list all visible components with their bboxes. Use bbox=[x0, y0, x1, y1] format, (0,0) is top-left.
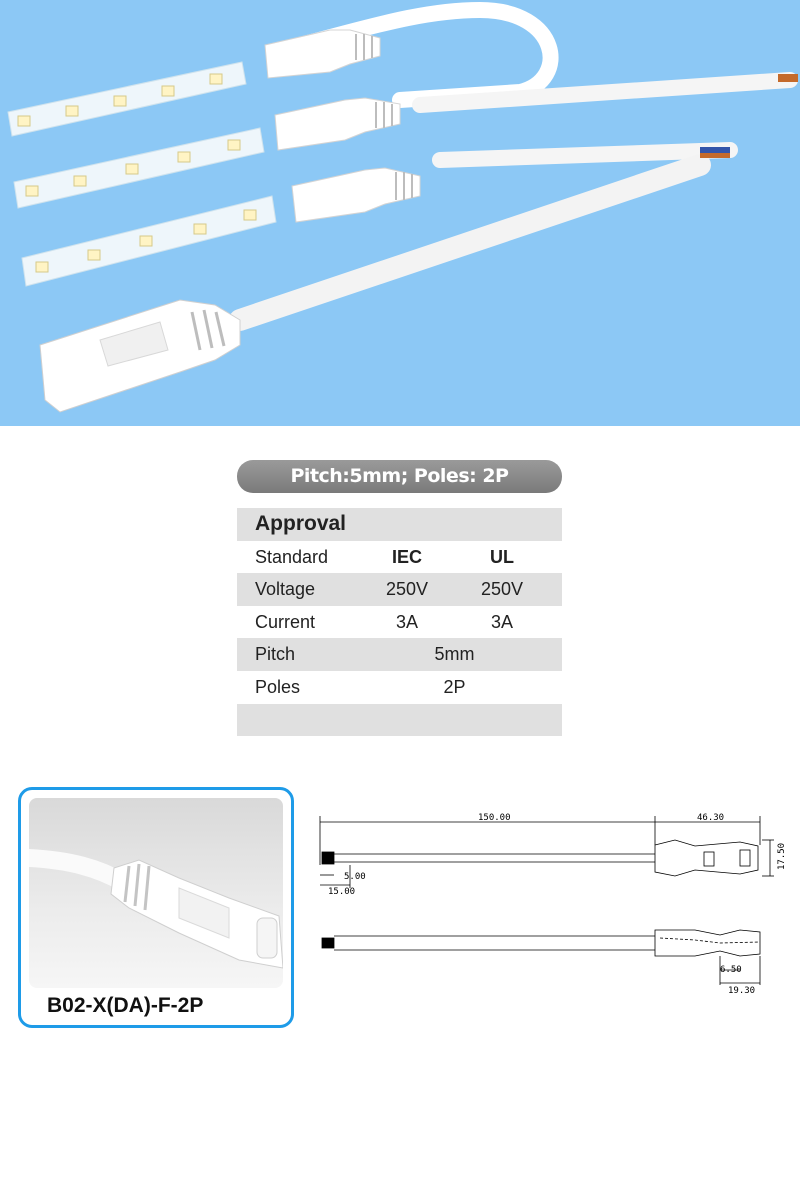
current-ul: 3A bbox=[490, 611, 514, 632]
spec-table bbox=[237, 508, 562, 736]
poles-label: Poles bbox=[255, 676, 301, 697]
dim-tip: 6.50 bbox=[720, 965, 742, 975]
standard-label: Standard bbox=[255, 546, 329, 567]
current-label: Current bbox=[255, 611, 316, 632]
approval-title: Approval bbox=[255, 512, 347, 535]
empty-row bbox=[237, 704, 562, 737]
current-row bbox=[237, 606, 562, 639]
voltage-row bbox=[237, 573, 562, 606]
dim-body: 19.30 bbox=[728, 986, 756, 996]
poles-value: 2P bbox=[443, 676, 466, 697]
spec-header: Pitch:5mm; Poles: 2P bbox=[237, 460, 562, 493]
voltage-iec: 250V bbox=[385, 579, 429, 600]
product-model: B02-X(DA)-F-2P bbox=[47, 994, 204, 1017]
ul-header: UL bbox=[490, 546, 514, 567]
dim-height: 17.50 bbox=[777, 842, 787, 870]
led-strip-connector-image bbox=[0, 0, 800, 426]
voltage-label: Voltage bbox=[255, 579, 316, 600]
standard-row bbox=[237, 541, 562, 574]
pitch-row bbox=[237, 638, 562, 671]
hero-illustration bbox=[0, 0, 800, 426]
approval-row bbox=[237, 508, 562, 541]
pitch-value: 5mm bbox=[434, 644, 475, 665]
product-photo bbox=[29, 798, 283, 988]
voltage-ul: 250V bbox=[480, 579, 524, 600]
product-card bbox=[18, 787, 294, 1028]
poles-row bbox=[237, 671, 562, 704]
technical-drawing bbox=[300, 790, 795, 1020]
pitch-label: Pitch bbox=[255, 644, 296, 665]
iec-header: IEC bbox=[391, 546, 422, 567]
current-iec: 3A bbox=[395, 611, 419, 632]
dim-length: 150.00 bbox=[478, 813, 511, 823]
female-connector-image bbox=[29, 798, 283, 988]
dim-head-length: 46.30 bbox=[697, 813, 725, 823]
dim-strip: 5.00 bbox=[344, 872, 366, 882]
dim-strip-total: 15.00 bbox=[328, 887, 356, 897]
dimension-drawing bbox=[300, 790, 795, 1020]
